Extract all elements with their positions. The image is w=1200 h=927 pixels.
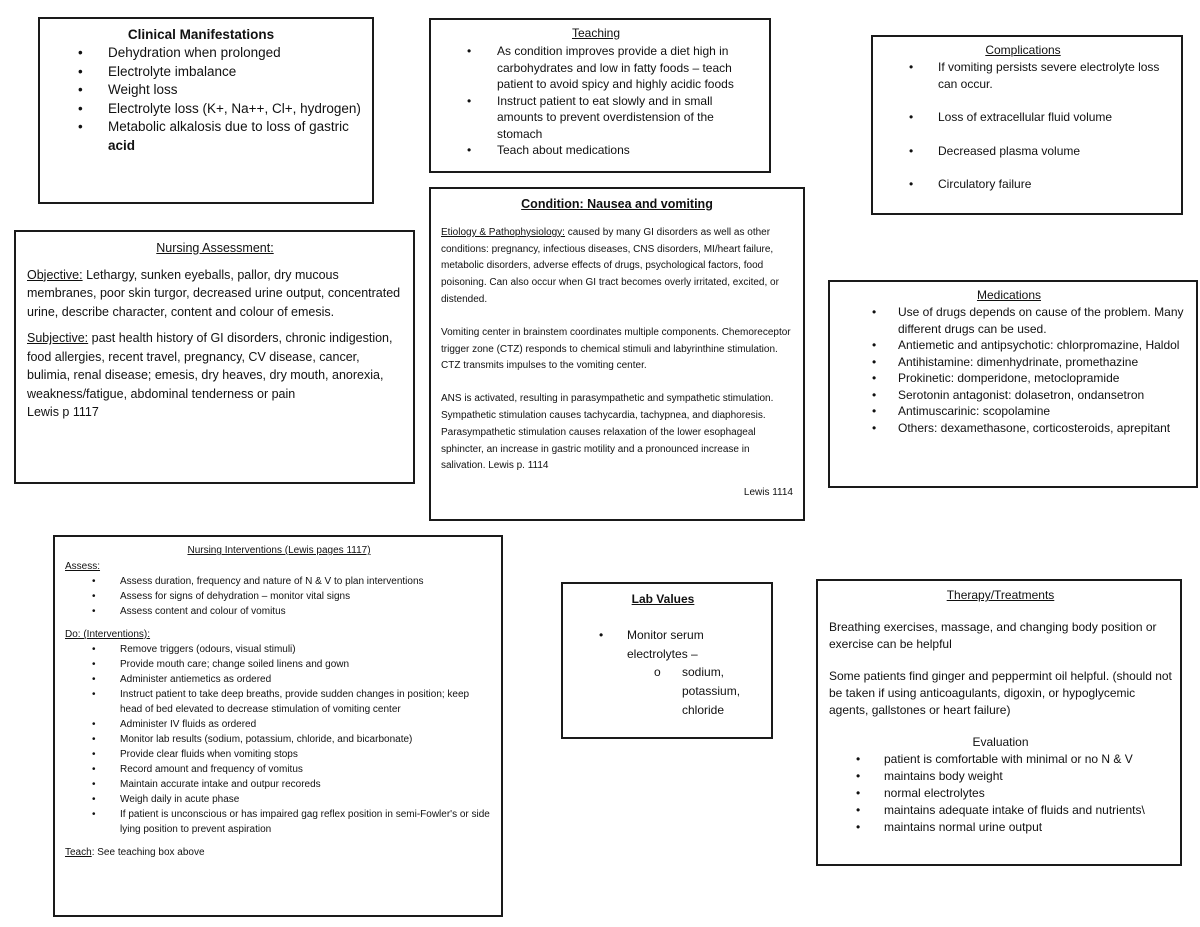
therapy-paragraph-1: Breathing exercises, massage, and changing body position or exercise can be helpful: [829, 620, 1157, 651]
list-item: • Loss of extracellular fluid volume: [909, 110, 1113, 124]
circle-bullet-icon: o: [654, 665, 661, 679]
bullet-icon: •: [909, 177, 914, 191]
nursing-assessment-title: Nursing Assessment:: [156, 241, 274, 255]
list-item: • Dehydration when prolonged: [40, 44, 362, 63]
list-item: • Record amount and frequency of vomitus: [92, 764, 303, 775]
list-item: • Assess duration, frequency and nature of N & V to plan interventions: [92, 576, 424, 587]
lab-values-title: Lab Values: [631, 592, 695, 606]
therapy-title: Therapy/Treatments: [946, 588, 1055, 602]
bullet-icon: •: [78, 100, 83, 116]
clinical-manifestations-list: [40, 44, 362, 155]
teaching-title: Teaching: [571, 26, 621, 40]
assess-list: [65, 574, 493, 619]
bullet-icon: •: [872, 387, 877, 402]
therapy-paragraph-2: Some patients find ginger and peppermint oil helpful. (should not be taken if using anticoagulants, digoxin, or hypoglycemic agents, gallstones or heart failure): [829, 669, 1172, 717]
bullet-icon: •: [599, 628, 604, 642]
nursing-interventions-title: Nursing Interventions (Lewis pages 1117): [187, 545, 371, 556]
list-item: • Administer antiemetics as ordered: [92, 674, 272, 685]
bullet-icon: •: [872, 338, 877, 352]
medications-title: Medications: [976, 288, 1042, 302]
bullet-icon: •: [909, 143, 914, 158]
bullet-icon: •: [78, 119, 83, 134]
bullet-icon: •: [856, 769, 861, 783]
list-item: • Use of drugs depends on cause of the problem. Many different drugs can be used.: [872, 305, 1184, 336]
list-item: • Monitor serum electrolytes –: [599, 628, 704, 661]
medications-box: [828, 280, 1198, 488]
bullet-icon: •: [78, 82, 83, 97]
clinical-manifestations-box: [38, 17, 374, 204]
list-item: • maintains normal urine output: [856, 820, 1043, 834]
bullet-icon: •: [872, 420, 877, 435]
list-item: • Electrolyte imbalance: [40, 63, 362, 82]
condition-reference: Lewis 1114: [743, 487, 793, 499]
evaluation-list: [829, 751, 1172, 836]
bullet-icon: •: [872, 371, 877, 385]
clinical-manifestations-title: Clinical Manifestations: [127, 27, 275, 42]
complications-box: [871, 35, 1183, 215]
do-list: [65, 642, 493, 837]
assess-label: Assess:: [65, 561, 101, 572]
list-item: • Others: dexamethasone, corticosteroids, aprepitant: [872, 420, 1171, 435]
teaching-box: [429, 18, 771, 173]
list-item: • Antiemetic and antipsychotic: chlorpromazine, Haldol: [872, 338, 1180, 352]
list-item: • Circulatory failure: [909, 177, 1032, 191]
complications-list: [873, 59, 1173, 193]
list-item: • Administer IV fluids as ordered: [92, 719, 257, 730]
bullet-icon: •: [92, 734, 96, 745]
complications-title: Complications: [985, 43, 1061, 57]
bullet-icon: •: [92, 644, 96, 655]
list-item: • If patient is unconscious or has impaired gag reflex position in semi-Fowler's or side lying position to prevent aspiration: [92, 809, 490, 835]
bullet-icon: •: [92, 779, 96, 790]
list-item: • Assess content and colour of vomitus: [92, 606, 286, 617]
list-item: • Antihistamine: dimenhydrinate, promethazine: [872, 354, 1139, 369]
list-item: • Metabolic alkalosis due to loss of gastric acid: [78, 119, 349, 153]
condition-title: Condition: Nausea and vomiting: [521, 197, 713, 211]
bullet-icon: •: [92, 809, 96, 820]
list-item: • patient is comfortable with minimal or no N & V: [856, 752, 1133, 766]
bullet-icon: •: [467, 93, 472, 108]
bullet-icon: •: [78, 63, 83, 79]
bullet-icon: •: [78, 45, 83, 60]
bullet-icon: •: [909, 60, 914, 74]
nursing-interventions-box: [53, 535, 503, 917]
bullet-icon: •: [92, 674, 96, 685]
bullet-icon: •: [92, 749, 96, 760]
do-label: Do: (Interventions):: [65, 629, 151, 640]
teaching-list: [431, 43, 761, 159]
assessment-reference: Lewis p 1117: [27, 405, 99, 419]
bullet-icon: •: [467, 44, 472, 58]
list-item: • Monitor lab results (sodium, potassium, chloride, and bicarbonate): [92, 734, 413, 745]
list-item: • maintains adequate intake of fluids and nutrients\: [856, 803, 1145, 817]
nursing-assessment-box: [14, 230, 415, 484]
list-item: • If vomiting persists severe electrolyte loss can occur.: [909, 60, 1160, 91]
lab-values-box: [561, 582, 773, 739]
subjective-paragraph: Subjective: past health history of GI disorders, chronic indigestion, food allergies, recent travel, pregnancy, CV disease, cancer, bulimia, renal disease; emesis, dry heaves, dry mouth, anorexia, weakness/fatigue, abdominal tenderness or pain: [27, 331, 393, 401]
list-item: o sodium, potassium, chloride: [654, 665, 741, 717]
bullet-icon: •: [856, 803, 861, 817]
list-item: • normal electrolytes: [856, 786, 985, 800]
therapy-treatments-box: [816, 579, 1182, 866]
objective-paragraph: Objective: Lethargy, sunken eyeballs, pallor, dry mucous membranes, poor skin turgor, decreased urine output, concentrated urine, describe character, content and colour of emesis.: [27, 267, 401, 319]
bullet-icon: •: [872, 305, 877, 319]
list-item: • Instruct patient to take deep breaths, provide sudden changes in position; keep head of bed elevated to decrease stimulation of vomiting center: [92, 689, 470, 715]
bullet-icon: •: [92, 591, 96, 602]
evaluation-title: Evaluation: [972, 735, 1029, 749]
list-item: • Electrolyte loss (K+, Na++, Cl+, hydrogen): [40, 100, 362, 119]
etiology-paragraph: Etiology & Pathophysiology: caused by many GI disorders as well as other conditions: pregnancy, infectious diseases, CNS disorders, MI/heart failure, metabolic disorders, adverse effects of drugs, psychological factors, food poisoning. Can also occur when GI tract becomes overly irritated, excited, or distended.: [441, 226, 779, 305]
list-item: • Assess for signs of dehydration – monitor vital signs: [92, 591, 351, 602]
list-item: • Instruct patient to eat slowly and in small amounts to prevent overdistension of the stomach: [467, 93, 714, 141]
bullet-icon: •: [909, 110, 914, 124]
list-item: • Remove triggers (odours, visual stimuli): [92, 644, 296, 655]
bullet-icon: •: [92, 719, 96, 730]
list-item: • Serotonin antagonist: dolasetron, ondansetron: [872, 387, 1145, 402]
list-item: • Maintain accurate intake and outpur recoreds: [92, 779, 321, 790]
list-item: • maintains body weight: [856, 769, 1003, 783]
condition-box: [429, 187, 805, 521]
bullet-icon: •: [467, 143, 472, 157]
list-item: • As condition improves provide a diet high in carbohydrates and low in fatty foods – teach patient to avoid spicy and highly acidic foods: [467, 44, 734, 91]
bullet-icon: •: [856, 786, 861, 800]
bullet-icon: •: [856, 752, 861, 766]
list-item: • Antimuscarinic: scopolamine: [872, 404, 1051, 418]
bullet-icon: •: [92, 606, 96, 617]
medications-list: [830, 304, 1188, 436]
ans-paragraph: ANS is activated, resulting in parasympathetic and sympathetic stimulation. Sympathetic stimulation causes tachycardia, tachypnea, and diaphoresis. Parasympathetic stimulation causes relaxation of the lower esophageal sphincter, an increase in gastric motility and a pronounced increase in salivation. Lewis p. 1114: [441, 393, 774, 472]
list-item: • Decreased plasma volume: [909, 143, 1081, 158]
list-item: • Provide mouth care; change soiled linens and gown: [92, 659, 350, 670]
bullet-icon: •: [856, 820, 861, 834]
bullet-icon: •: [92, 764, 96, 775]
list-item: • Prokinetic: domperidone, metoclopramide: [872, 371, 1120, 385]
bullet-icon: •: [872, 404, 877, 418]
list-item: • Provide clear fluids when vomiting stops: [92, 749, 298, 760]
bullet-icon: •: [92, 794, 96, 805]
list-item: • Teach about medications: [467, 143, 630, 157]
bullet-icon: •: [872, 354, 877, 369]
bullet-icon: •: [92, 659, 96, 670]
bullet-icon: •: [92, 576, 96, 587]
list-item: • Weigh daily in acute phase: [92, 794, 240, 805]
vomiting-center-paragraph: Vomiting center in brainstem coordinates multiple components. Chemoreceptor trigger zone (CTZ) responds to chemical stimuli and labyrinthine stimulation. CTZ transmits impulses to the vomiting center.: [441, 326, 791, 372]
teach-line: Teach: See teaching box above: [65, 847, 205, 858]
bullet-icon: •: [92, 689, 96, 700]
list-item: • Weight loss: [40, 81, 362, 100]
